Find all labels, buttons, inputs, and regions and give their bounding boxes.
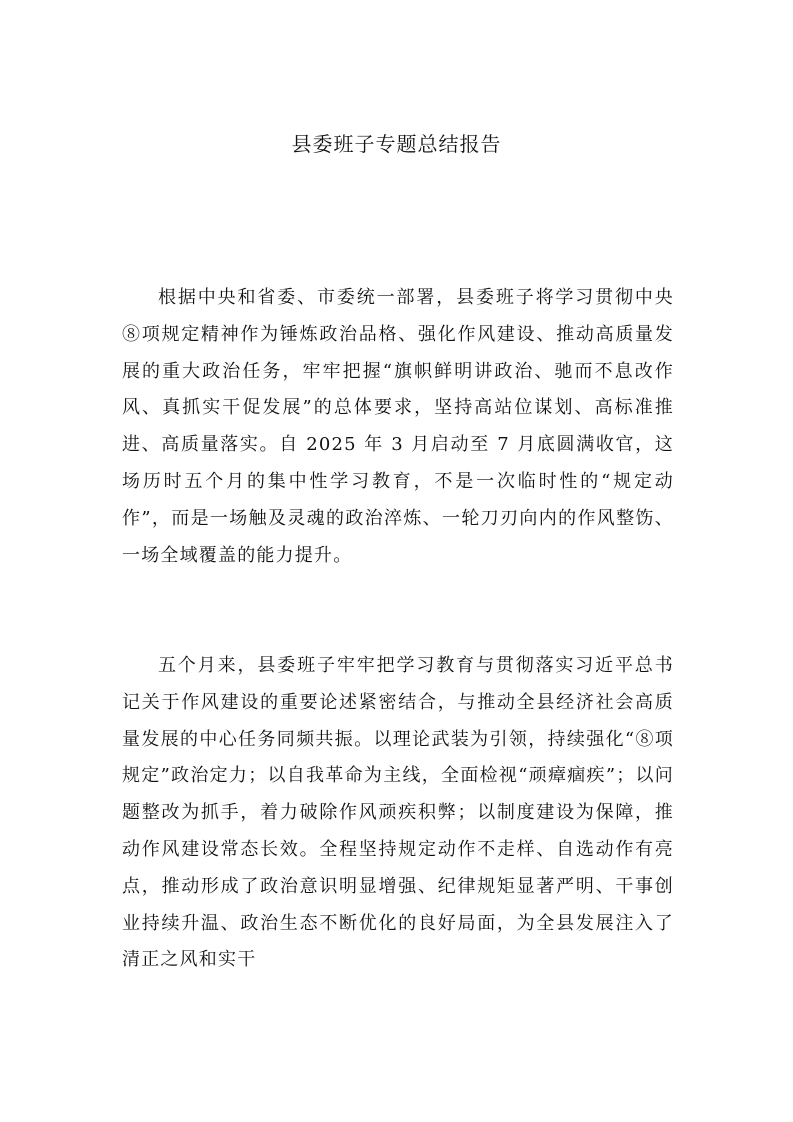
document-title: 县委班子专题总结报告 <box>291 132 502 156</box>
paragraph-2: 五个月来，县委班子牢牢把学习教育与贯彻落实习近平总书记关于作风建设的重要论述紧密结合，与推动全县经济社会高质量发展的中心任务同频共振。以理论武装为引领，持续强化“⑧项规定”政治定力；以自我革命为主线，全面检视“顽瘴痼疾”；以问题整改为抓手，着力破除作风顽疾积弊；以制度建设为保障，推动作风建设常态长效。全程坚持规定动作不走样、自选动作有亮点，推动形成了政治意识明显增强、纪律规矩显著严明、干事创业持续升温、政治生态不断优化的良好局面，为全县发展注入了清正之风和实干 <box>122 655 674 971</box>
paragraph-1: 根据中央和省委、市委统一部署，县委班子将学习贯彻中央⑧项规定精神作为锤炼政治品格、强化作风建设、推动高质量发展的重大政治任务，牢牢把握“旗帜鲜明讲政治、驰而不息改作风、真抓实干促发展”的总体要求，坚持高站位谋划、高标准推进、高质量落实。自 2025 年 3 月启动至 7 月底圆满收官，这场历时五个月的集中性学习教育，不是一次临时性的“规定动作”，而是一场触及灵魂的政治淬炼、一轮刀刃向内的作风整饬、一场全域覆盖的能力提升。 <box>122 287 674 566</box>
